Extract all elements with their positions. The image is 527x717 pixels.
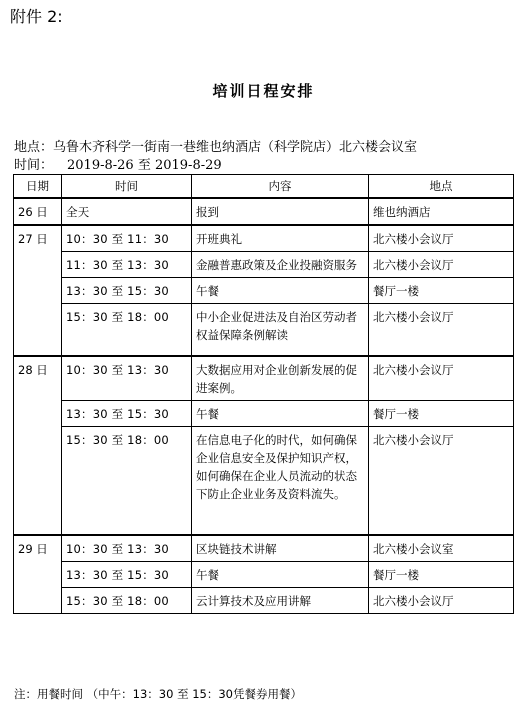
time-cell: 11：30 至 13：30	[62, 252, 192, 278]
time-cell: 10：30 至 13：30	[62, 535, 192, 562]
table-row	[14, 427, 514, 536]
header-location: 地点	[369, 175, 514, 199]
time-cell: 13：30 至 15：30	[62, 401, 192, 427]
day-cell: 28 日	[14, 356, 62, 535]
content-cell: 午餐	[192, 562, 369, 588]
table-row	[14, 278, 514, 304]
location-cell: 北六楼小会议厅	[369, 588, 514, 614]
time-cell: 15：30 至 18：00	[62, 427, 192, 536]
table-row	[14, 225, 514, 252]
location-cell: 北六楼小会议厅	[369, 225, 514, 252]
day-cell: 27 日	[14, 225, 62, 356]
location-cell: 北六楼小会议厅	[369, 356, 514, 401]
page-title: 培训日程安排	[212, 82, 315, 100]
location-cell: 餐厅一楼	[369, 562, 514, 588]
location-cell: 北六楼小会议厅	[369, 252, 514, 278]
content-cell: 午餐	[192, 401, 369, 427]
table-row	[14, 535, 514, 562]
day-cell: 26 日	[14, 198, 62, 225]
content-cell: 云计算技术及应用讲解	[192, 588, 369, 614]
content-cell: 午餐	[192, 278, 369, 304]
content-cell: 金融普惠政策及企业投融资服务	[192, 252, 369, 278]
time-cell: 13：30 至 15：30	[62, 278, 192, 304]
location-cell: 餐厅一楼	[369, 401, 514, 427]
attachment-label: 附件 2:	[10, 7, 63, 26]
schedule-table	[13, 174, 514, 614]
table-row	[14, 198, 514, 225]
time-label: 时间：	[14, 158, 54, 173]
time-value: 2019-8-26 至 2019-8-29	[67, 158, 222, 173]
header-date: 日期	[14, 175, 62, 199]
time-line	[14, 154, 222, 173]
content-cell: 区块链技术讲解	[192, 535, 369, 562]
location-cell: 北六楼小会议室	[369, 535, 514, 562]
location-cell: 维也纳酒店	[369, 198, 514, 225]
content-cell: 在信息电子化的时代，如何确保企业信息安全及保护知识产权，如何确保在企业人员流动的状态下防止企业业务及资料流失。	[192, 427, 369, 536]
content-cell: 开班典礼	[192, 225, 369, 252]
location-cell: 北六楼小会议厅	[369, 427, 514, 536]
table-row	[14, 401, 514, 427]
table-row	[14, 562, 514, 588]
time-cell: 15：30 至 18：00	[62, 588, 192, 614]
table-row	[14, 304, 514, 357]
table-row	[14, 252, 514, 278]
location-line: 地点：乌鲁木齐科学一街南一巷维也纳酒店（科学院店）北六楼会议室	[14, 140, 418, 155]
location-cell: 北六楼小会议厅	[369, 304, 514, 357]
time-cell: 15：30 至 18：00	[62, 304, 192, 357]
header-time: 时间	[62, 175, 192, 199]
time-cell: 10：30 至 13：30	[62, 356, 192, 401]
table-header-row	[14, 175, 514, 199]
day-cell: 29 日	[14, 535, 62, 614]
table-row	[14, 588, 514, 614]
time-cell: 13：30 至 15：30	[62, 562, 192, 588]
table-row	[14, 356, 514, 401]
content-cell: 大数据应用对企业创新发展的促进案例。	[192, 356, 369, 401]
meal-note: 注：用餐时间 （中午：13：30 至 15：30凭餐券用餐）	[14, 687, 302, 701]
time-cell: 全天	[62, 198, 192, 225]
time-cell: 10：30 至 11：30	[62, 225, 192, 252]
content-cell: 中小企业促进法及自治区劳动者权益保障条例解读	[192, 304, 369, 357]
location-cell: 餐厅一楼	[369, 278, 514, 304]
header-content: 内容	[192, 175, 369, 199]
content-cell: 报到	[192, 198, 369, 225]
